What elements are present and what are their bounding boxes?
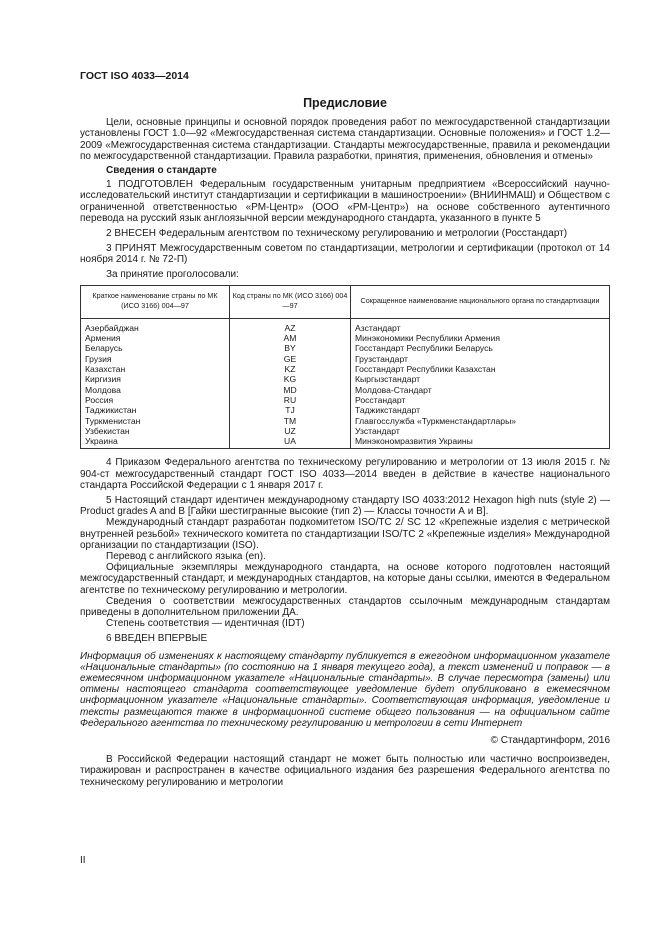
code-cell: GE <box>230 354 351 364</box>
change-info-block <box>80 651 610 729</box>
table-row <box>81 395 610 405</box>
item-5-correspondence-paragraph: Сведения о соответствии межгосударственных стандартов ссылочным международным стандартам приведены в дополнительном приложении ДА. <box>80 595 610 619</box>
table-header-code: Код страны по МК (ИСО 3166) 004—97 <box>230 285 351 318</box>
country-cell: Армения <box>81 333 230 343</box>
item-4-paragraph: 4 Приказом Федерального агентства по техническому регулированию и метрологии от 13 июля 2015 г. № 904-ст межгосударственный стандарт ГОСТ ISO 4033—2014 введен в действие в качестве национального стандарта Российской Федерации с 1 января 2017 г. <box>80 457 610 491</box>
country-cell: Таджикистан <box>81 405 230 415</box>
country-cell: Туркменистан <box>81 416 230 426</box>
table-row <box>81 354 610 364</box>
table-row <box>81 374 610 384</box>
code-cell: BY <box>230 343 351 353</box>
body-cell: Узстандарт <box>351 426 610 436</box>
country-cell: Беларусь <box>81 343 230 353</box>
body-cell: Таджикстандарт <box>351 405 610 415</box>
body-cell: Главгосслужба «Туркменстандартлары» <box>351 416 610 426</box>
section-subheading: Сведения о стандарте <box>106 165 217 177</box>
body-cell: Минэкономики Республики Армения <box>351 333 610 343</box>
intro-paragraph: Цели, основные принципы и основной порядок проведения работ по межгосударственной стандартизации установлены ГОСТ 1.0—92 «Межгосударственная система стандартизации. Основные положения» и ГОСТ 1.2—2009 «Межгосударственная система стандартизации. Стандарты межгосударственные, правила и рекомендации по межгосударственной стандартизации. Правила разработки, принятия, применения, обновления и отмены» <box>80 117 610 162</box>
table-row <box>81 426 610 436</box>
table-header-row <box>81 285 610 318</box>
country-cell: Киргизия <box>81 374 230 384</box>
item-1-paragraph: 1 ПОДГОТОВЛЕН Федеральным государственным унитарным предприятием «Всероссийский научно-исследовательский институт стандартизации и сертификации в машиностроении» (ВНИИНМАШ) и Обществом с ограниченной ответственностью «РМ-Центр» (ООО «РМ-Центр») на основе собственного аутентичного перевода на русский язык англоязычной версии международного стандарта, указанного в пункте 5 <box>80 179 610 224</box>
body-cell: Госстандарт Республики Казахстан <box>351 364 610 374</box>
table-row <box>81 333 610 343</box>
item-5-official-copies-paragraph: Официальные экземпляры международного стандарта, на основе которого подготовлен настоящий межгосударственный стандарт, и международных стандартов, на которые даны ссылки, имеются в Федеральном агентстве по техническому регулированию и метрологии. <box>80 562 610 596</box>
copyright-line: © Стандартинформ, 2016 <box>490 735 610 747</box>
voting-countries-table <box>80 285 610 450</box>
country-cell: Грузия <box>81 354 230 364</box>
item-5-paragraph: 5 Настоящий стандарт идентичен международному стандарту ISO 4033:2012 Hexagon high nuts (style 2) — Product grades A and B [Гайки шестигранные высокие (тип 2) — Классы точности А и В]. <box>80 495 610 518</box>
reproduction-notice: В Российской Федерации настоящий стандарт не может быть полностью или частично воспроизведен, тиражирован и распространен в качестве официального издания без разрешения Федерального агентства по техническому регулированию и метрологии <box>80 754 610 788</box>
item-6-paragraph: 6 ВВЕДЕН ВПЕРВЫЕ <box>106 633 208 645</box>
table-row <box>81 405 610 415</box>
change-info-paragraph: Информация об изменениях к настоящему стандарту публикуется в ежегодном информационном указателе «Национальные стандарты» (по состоянию на 1 января текущего года), а текст изменений и поправок — в ежемесячном информационном указателе «Национальные стандарты». В случае пересмотра (замены) или отмены настоящего стандарта соответствующее уведомление будет опубликовано в ежемесячном информационном указателе «Национальные стандарты». Соответствующая информация, уведомление и тексты размещаются также в информационной системе общего пользования — на официальном сайте Федерального агентства по техническому регулированию и метрологии в сети Интернет <box>80 650 610 729</box>
table-row <box>81 318 610 333</box>
code-cell: AM <box>230 333 351 343</box>
code-cell: UZ <box>230 426 351 436</box>
country-cell: Украина <box>81 436 230 449</box>
code-cell: KZ <box>230 364 351 374</box>
body-cell: Минэкономразвития Украины <box>351 436 610 449</box>
body-cell: Росстандарт <box>351 395 610 405</box>
table-header-country: Краткое наименование страны по МК (ИСО 3166) 004—97 <box>81 285 230 318</box>
country-cell: Молдова <box>81 385 230 395</box>
document-header: ГОСТ ISO 4033—2014 <box>80 70 189 82</box>
code-cell: TJ <box>230 405 351 415</box>
page-number: II <box>80 855 86 866</box>
code-cell: TM <box>230 416 351 426</box>
table-header-body: Сокращенное наименование национального органа по стандартизации <box>351 285 610 318</box>
country-cell: Азербайджан <box>81 318 230 333</box>
body-cell: Кыргызстандарт <box>351 374 610 384</box>
table-row <box>81 416 610 426</box>
country-cell: Россия <box>81 395 230 405</box>
item-5-translation-paragraph: Перевод с английского языка (en). <box>106 551 266 563</box>
code-cell: KG <box>230 374 351 384</box>
body-cell: Молдова-Стандарт <box>351 385 610 395</box>
body-cell: Грузстандарт <box>351 354 610 364</box>
code-cell: AZ <box>230 318 351 333</box>
table-row <box>81 436 610 449</box>
item-2-paragraph: 2 ВНЕСЕН Федеральным агентством по техническому регулированию и метрологии (Росстандарт) <box>106 228 568 240</box>
country-cell: Узбекистан <box>81 426 230 436</box>
body-cell: Госстандарт Республики Беларусь <box>351 343 610 353</box>
page-title: Предисловие <box>303 96 387 110</box>
document-body <box>80 98 610 788</box>
country-cell: Казахстан <box>81 364 230 374</box>
code-cell: MD <box>230 385 351 395</box>
table-row <box>81 343 610 353</box>
item-5-developer-paragraph: Международный стандарт разработан подкомитетом ISO/TC 2/ SC 12 «Крепежные изделия с метрической внутренней резьбой» технического комитета по стандартизации ISO/TC 2 «Крепежные изделия» Международной организации по стандартизации (ISO). <box>80 517 610 551</box>
item-5-degree-paragraph: Степень соответствия — идентичная (IDT) <box>106 618 305 630</box>
vote-label: За принятие проголосовали: <box>106 268 239 280</box>
code-cell: RU <box>230 395 351 405</box>
table-row <box>81 364 610 374</box>
body-cell: Азстандарт <box>351 318 610 333</box>
item-3-paragraph: 3 ПРИНЯТ Межгосударственным советом по стандартизации, метрологии и сертификации (протокол от 14 ноября 2014 г. № 72-П) <box>80 243 610 266</box>
table-row <box>81 385 610 395</box>
code-cell: UA <box>230 436 351 449</box>
